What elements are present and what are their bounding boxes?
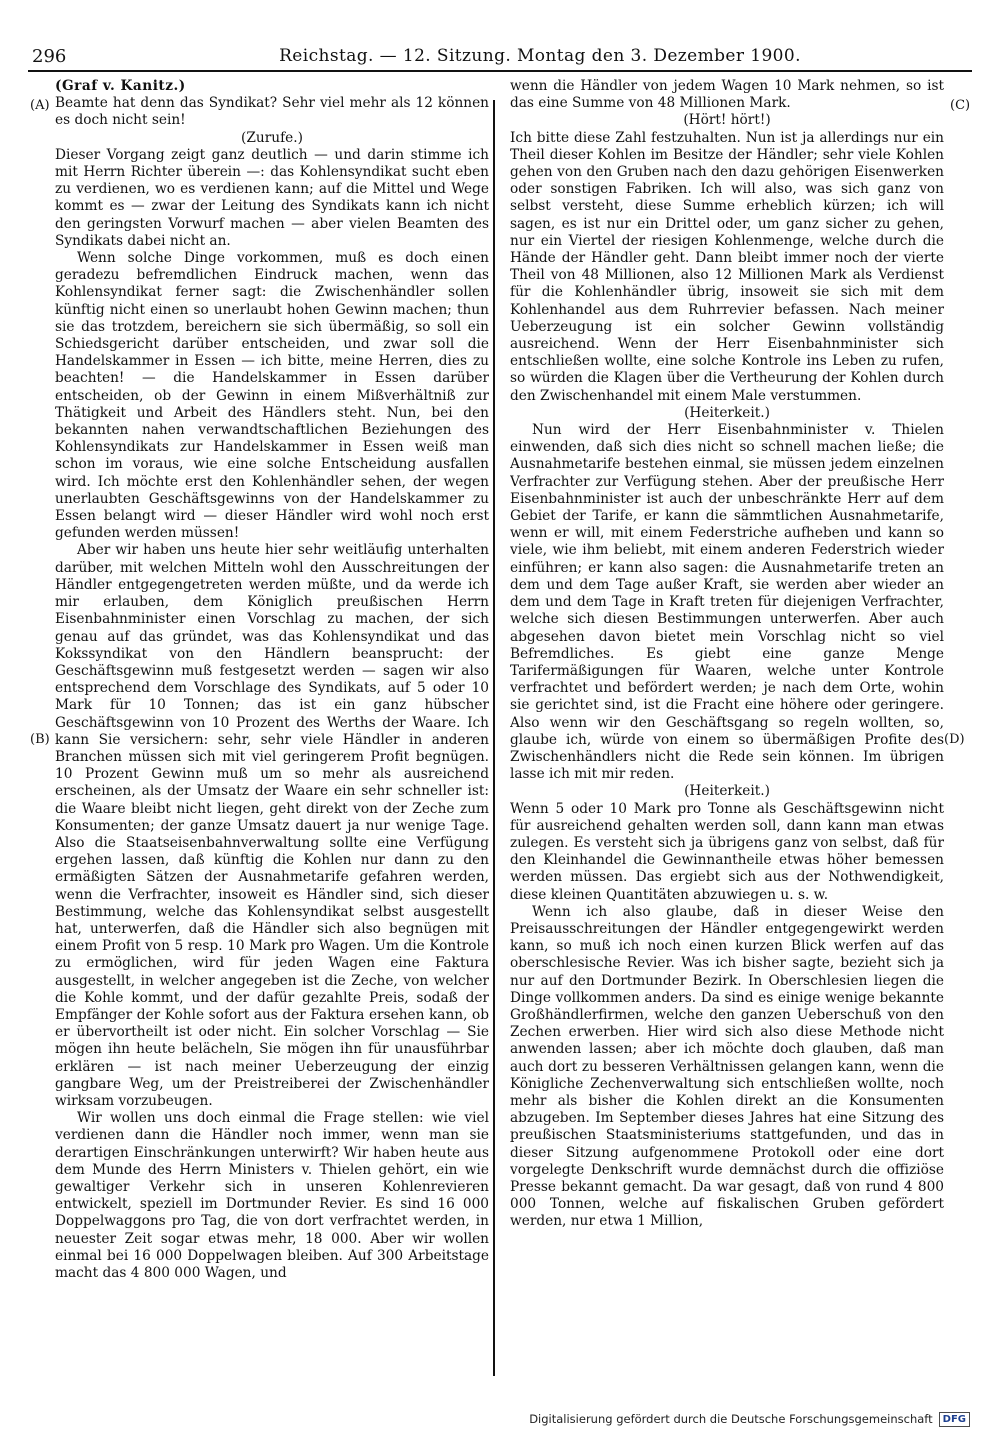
interjection: (Zurufe.) (241, 129, 303, 146)
speaker-label: (Graf v. Kanitz.) (55, 78, 186, 94)
paragraph: Wenn 5 oder 10 Mark pro Tonne als Geschäftsgewinn nicht für ausreichend gehalten werden soll, dann kann man etwas zulegen. Es versteht sich ja übrigens ganz von selbst, daß für den Kleinhandel die Gewinnantheile etwas höher bemessen werden müssen. Das ergiebt sich aus der Nothwendigkeit, diese kleinen Quantitäten abzuwiegen u. s. w. (510, 800, 944, 903)
paragraph: Dieser Vorgang zeigt ganz deutlich — und darin stimme ich mit Herrn Richter überein —: das Kohlensyndikat sucht eben zu verdienen, wo es verdienen kann; auf die Mittel und Wege kommt es — zwar der Leitung des Syndikats kann ich nicht den geringsten Vorwurf machen — aber vielen Beamten des Syndikats dabei nicht an. (55, 146, 489, 249)
margin-marker-b: (B) (30, 732, 50, 747)
left-column (55, 78, 489, 1376)
paragraph: Aber wir haben uns heute hier sehr weitläufig unterhalten darüber, mit welchen Mitteln wohl den Ausschreitungen der Händler entgegengetreten werden müßte, und da werde ich mir erlauben, dem Königlich preußischen Herrn Eisenbahnminister einen Vorschlag zu machen, der sich genau auf das gründet, was das Kohlensyndikat und das Kokssyndikat von den Händlern beansprucht: der Geschäftsgewinn muß festgesetzt werden — sagen wir also entsprechend dem Vorschlage des Syndikats, auf 5 oder 10 Mark für 10 Tonnen; das ist ein ganz hübscher Geschäftsgewinn von 10 Prozent des Werths der Waare. Ich kann Sie versichern: sehr, sehr viele Händler in anderen Branchen müssen sich mit viel geringerem Profit begnügen. 10 Prozent Gewinn muß um so mehr als ausreichend erscheinen, als der Umsatz der Waare ein sehr schneller ist: die Waare bleibt nicht liegen, geht direkt von der Zeche zum Konsumenten; der ganze Umsatz dauert ja nur wenige Tage. Also die Staatseisenbahnverwaltung sollte eine Verfügung ergehen lassen, daß künftig die Kohlen nur dann zu den ermäßigten Sätzen der Ausnahmetarife gefahren werden, wenn die Verfrachter, insoweit es Händler sind, sich dieser Bestimmung, welche das Kohlensyndikat selbst ausgestellt hat, unterwerfen, daß die Händler sich also begnügen mit einem Profit von 5 resp. 10 Mark pro Wagen. Um die Kontrole zu ermöglichen, wird für jeden Wagen eine Faktura ausgestellt, in welcher angegeben ist die Zeche, von welcher die Kohle kommt, und der dafür gezahlte Preis, sodaß der Empfänger der Kohle sofort aus der Faktura ersehen kann, ob er übervortheilt ist oder nicht. Ein solcher Vorschlag — Sie mögen ihn heute belächeln, Sie mögen ihn für unausführbar erklären — ist nach meiner Ueberzeugung der einzig gangbare Weg, um der Preistreiberei der Zwischenhändler wirksam vorzubeugen. (55, 542, 489, 1109)
paragraph: Wenn ich also glaube, daß in dieser Weise den Preisausschreitungen der Händler entgegengewirkt werden kann, so muß ich noch einen kurzen Blick werfen auf das oberschlesische Revier. Was ich bisher sagte, bezieht sich ja nur auf den Dortmunder Bezirk. In Oberschlesien liegen die Dinge vollkommen anders. Da sind es einige wenige bekannte Großhändlerfirmen, welche den ganzen Ueberschuß von den Zechen erwerben. Hier wird sich also diese Methode nicht anwenden lassen; aber ich möchte doch glauben, daß man auch dort zu besseren Verhältnissen gelangen kann, wenn die Königliche Zechenverwaltung sich entschließen wollte, noch mehr als bisher die Kohlen direkt an die Konsumenten abzugeben. Im September dieses Jahres hat eine Sitzung des preußischen Staatsministeriums stattgefunden, und das in dieser Sitzung aufgenommene Protokoll oder eine dort vorgelegte Denkschrift wurde demnächst durch die offiziöse Presse bekannt gemacht. Da war gesagt, daß von rund 4 800 000 Tonnen, welche auf fiskalischen Gruben gefördert werden, nur etwa 1 Million, (510, 903, 944, 1230)
interjection: (Hört! hört!) (683, 112, 771, 129)
running-head: Reichstag. — 12. Sitzung. Montag den 3. Dezember 1900. (279, 46, 801, 66)
paragraph: Ich bitte diese Zahl festzuhalten. Nun ist ja allerdings nur ein Theil dieser Kohlen im Besitze der Händler; sehr viele Kohlen gehen von den Gruben nach den dazu gehörigen Eisenwerken oder sonstigen Fabriken. Ich will also, was sich ganz von selbst versteht, diese Summe erheblich kürzen; ich will sagen, es ist nur ein Drittel oder, um ganz sicher zu gehen, nur ein Viertel der riesigen Kohlenmenge, welche durch die Hände der Händler geht. Dann bleibt immer noch der vierte Theil von 48 Millionen, also 12 Millionen Mark als Verdienst für die Kohlenhändler übrig, insoweit sie sich mit dem Kohlenhandel aus dem Ruhrrevier befassen. Nach meiner Ueberzeugung ist ein solcher Gewinn vollständig ausreichend. Wenn der Herr Eisenbahnminister sich entschließen wollte, eine solche Kontrole ins Leben zu rufen, so würden die Klagen über die Vertheurung der Kohlen durch den Zwischenhandel mit einem Male verstummen. (510, 129, 944, 404)
right-column (510, 78, 944, 1376)
page-number: 296 (32, 46, 67, 67)
interjection: (Heiterkeit.) (684, 783, 770, 800)
margin-marker-c: (C) (950, 98, 971, 113)
paragraph: Nun wird der Herr Eisenbahnminister v. Thielen einwenden, daß sich dies nicht so schnell machen ließe; die Ausnahmetarife bestehen einmal, sie müssen jedem einzelnen Verfrachter zur Verfügung stehen. Aber der preußische Herr Eisenbahnminister ist auch der unbeschränkte Herr auf dem Gebiet der Tarife, er kann die sämmtlichen Ausnahmetarife, wenn er will, mit einem Federstriche aufheben und kann so viele, wie ihm beliebt, mit einem anderen Federstrich wieder einführen; er kann also sagen: die Ausnahmetarife treten an dem und dem Tage außer Kraft, sie werden aber wieder an dem und dem Tage in Kraft treten für diejenigen Verfrachter, welche sich diesen Bestimmungen unterwerfen. Aber auch abgesehen davon bietet mein Vorschlag nicht so viel Befremdliches. Es giebt eine ganze Menge Tarifermäßigungen für Waaren, welche unter Kontrole verfrachtet und befördert werden; je nach dem Orte, wohin sie gerichtet sind, ist die Fracht eine höhere oder geringere. Also wenn wir den Geschäftsgang so regeln wollten, so, glaube ich, würde von einem so übermäßigen Profite des Zwischenhändlers nicht die Rede sein können. Im übrigen lasse ich mit mir reden. (510, 422, 944, 783)
margin-marker-d: (D) (944, 732, 965, 747)
column-divider (493, 100, 495, 1376)
digitization-credit (529, 1410, 970, 1428)
interjection: (Heiterkeit.) (684, 404, 770, 421)
margin-marker-a: (A) (30, 98, 50, 113)
page-header (28, 40, 972, 72)
paragraph: Wir wollen uns doch einmal die Frage stellen: wie viel verdienen dann die Händler noch immer, wenn man sie derartigen Einschränkungen unterwirft? Wir haben heute aus dem Munde des Herrn Ministers v. Thielen gehört, ein wie gewaltiger Verkehr sich in unseren Kohlenrevieren entwickelt, speziell im Dortmunder Revier. Es sind 16 000 Doppelwaggons pro Tag, die von dort verfrachtet werden, in neuester Zeit sogar etwas mehr, 18 000. Aber wir wollen einmal bei 16 000 Doppelwagen bleiben. Auf 300 Arbeitstage macht das 4 800 000 Wagen, und (55, 1110, 489, 1282)
dfg-logo-icon: DFG (939, 1412, 970, 1427)
credit-text: Digitalisierung gefördert durch die Deutsche Forschungsgemeinschaft (529, 1412, 933, 1426)
paragraph: wenn die Händler von jedem Wagen 10 Mark nehmen, so ist das eine Summe von 48 Millionen Mark. (510, 78, 944, 112)
paragraph: Beamte hat denn das Syndikat? Sehr viel mehr als 12 können es doch nicht sein! (55, 95, 489, 129)
paragraph: Wenn solche Dinge vorkommen, muß es doch einen geradezu befremdlichen Eindruck machen, wenn das Kohlensyndikat ferner sagt: die Zwischenhändler sollen künftig nicht einen so unerlaubt hohen Gewinn machen; thun sie das trotzdem, bereichern sie sich übermäßig, so soll ein Schiedsgericht darüber entscheiden, und zwar soll die Handelskammer in Essen — ich bitte, meine Herren, dies zu beachten! — die Handelskammer in Essen darüber entscheiden, ob der Gewinn in einem Mißverhältniß zur Thätigkeit und Arbeit des Händlers steht. Nun, bei den bekannten nahen verwandtschaftlichen Beziehungen des Kohlensyndikats zur Handelskammer in Essen weiß man schon im voraus, wie eine solche Entscheidung ausfallen wird. Ich möchte erst den Kohlenhändler sehen, der wegen unerlaubten Geschäftsgewinns von der Handelskammer zu Essen belangt wird — dieser Händler wird wohl noch erst gefunden werden müssen! (55, 250, 489, 542)
